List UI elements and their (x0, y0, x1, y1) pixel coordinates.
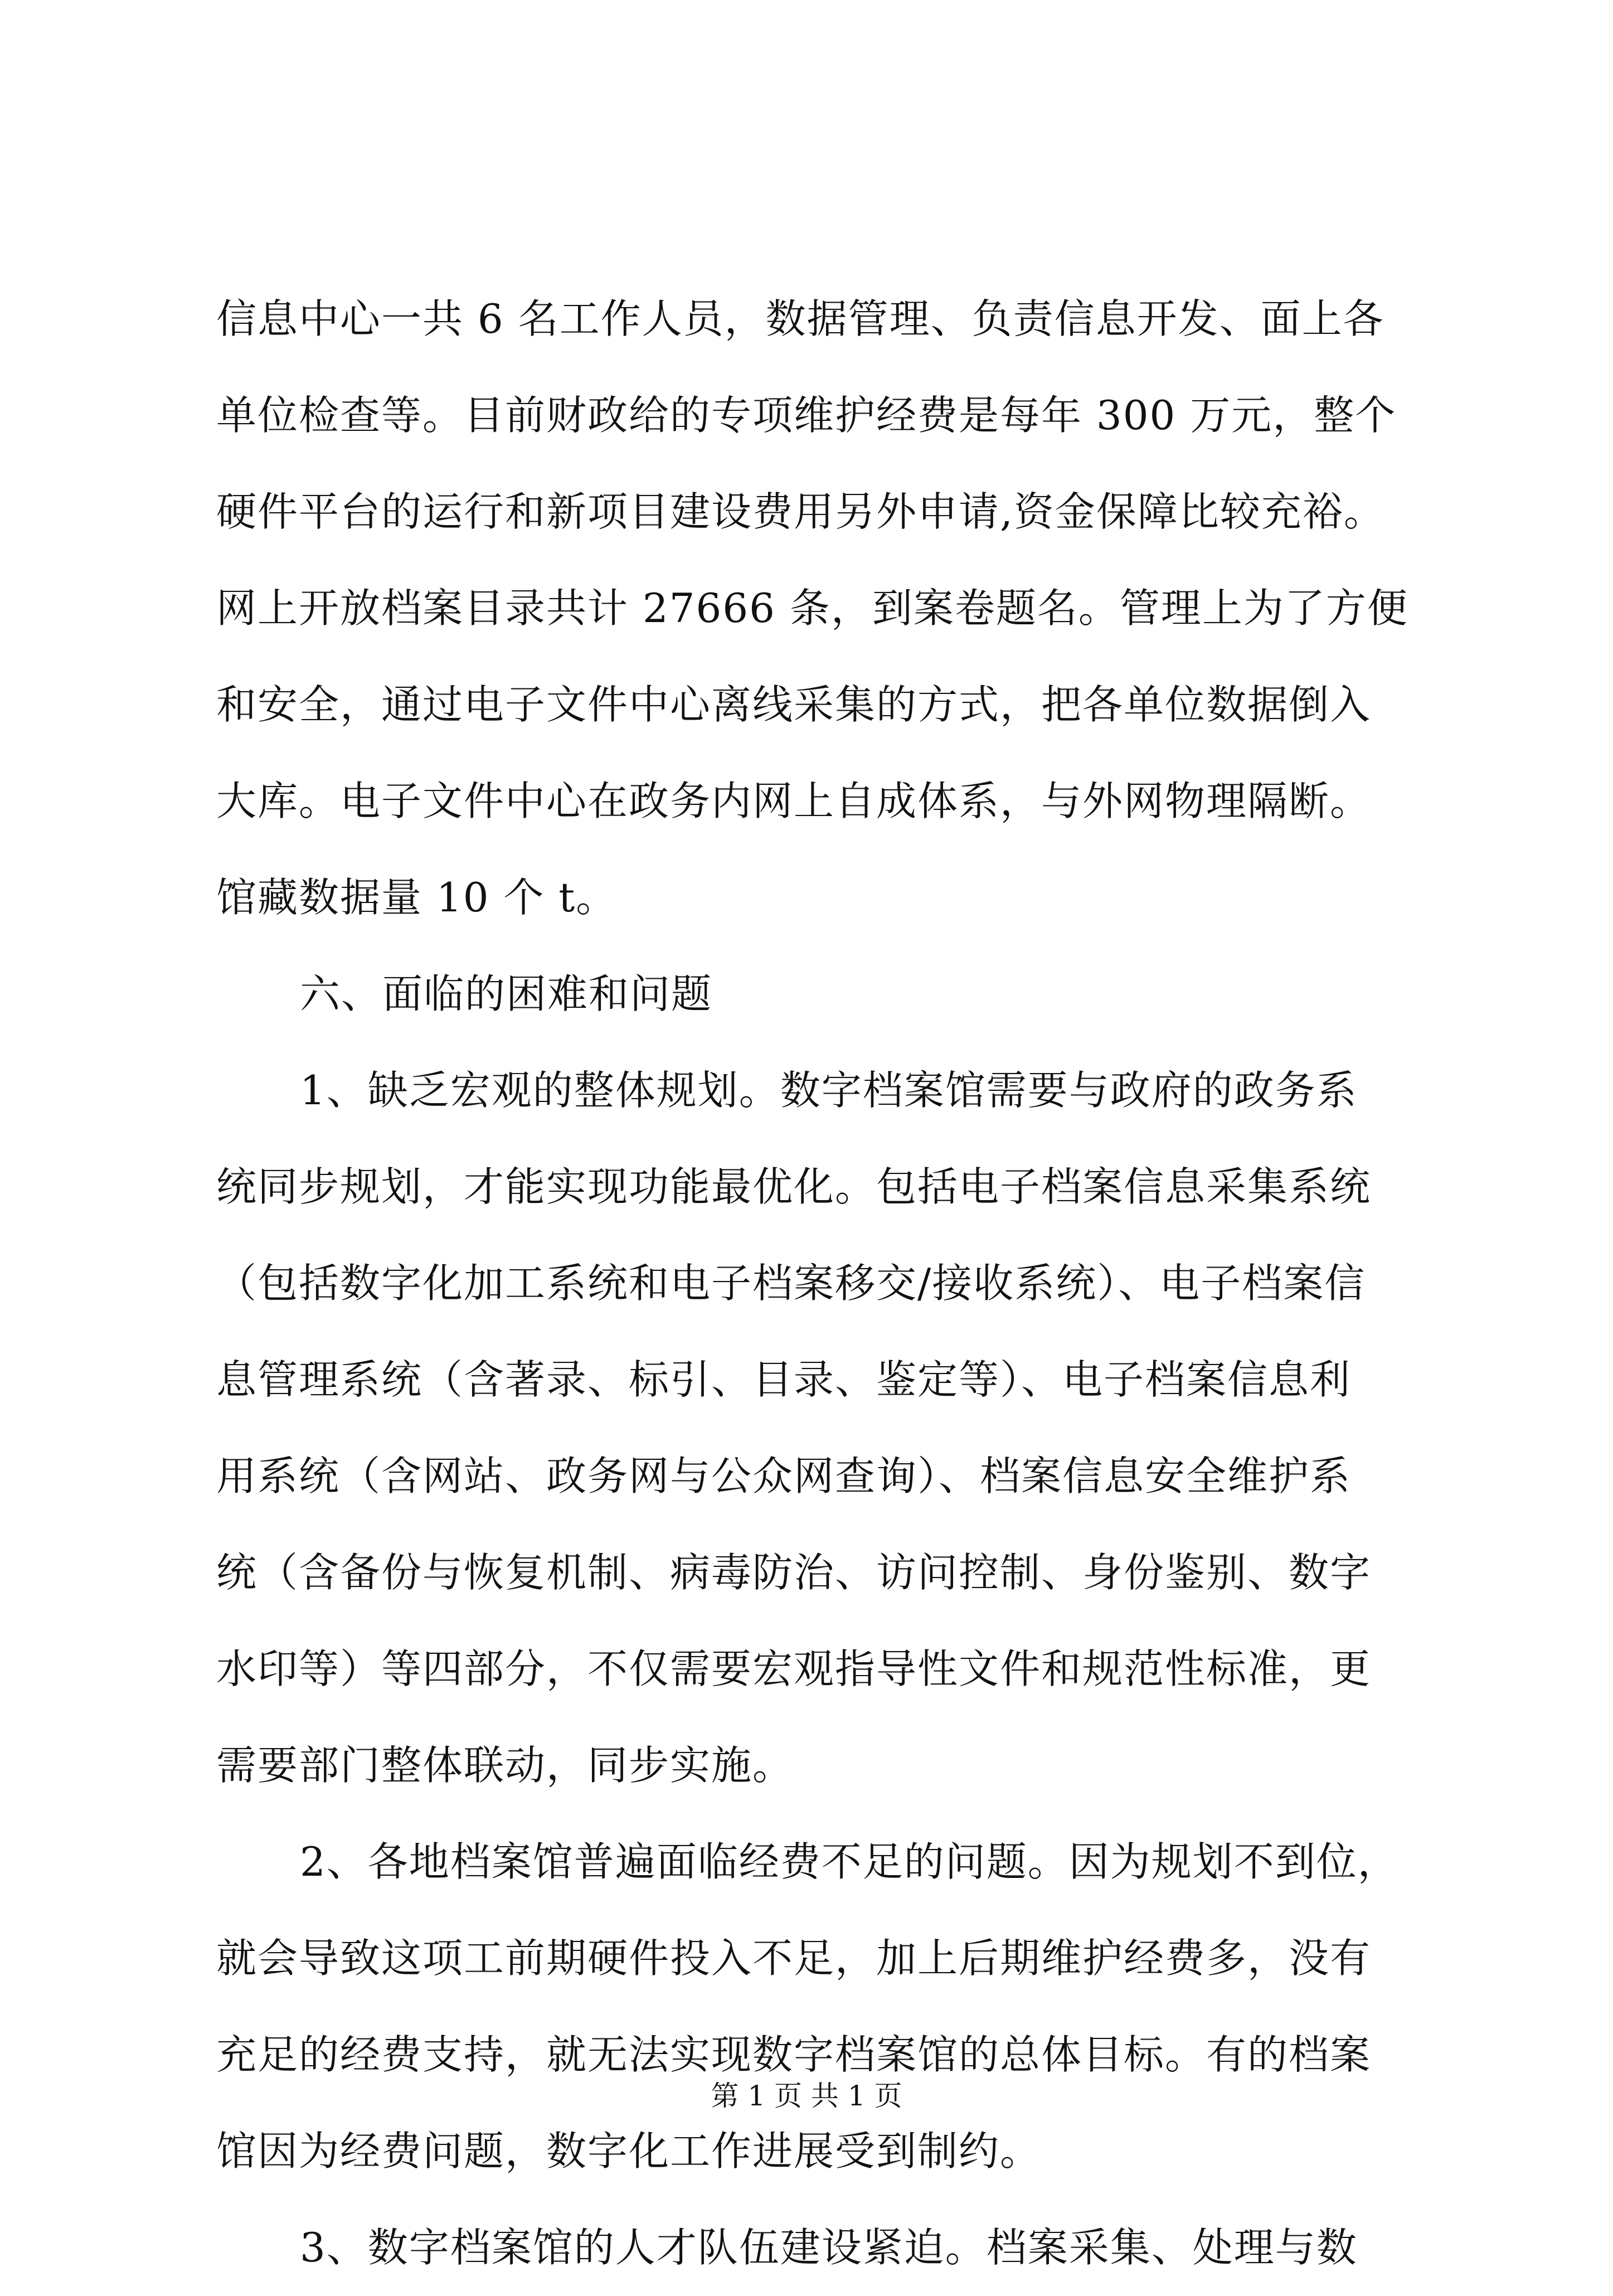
text-line: 大库。电子文件中心在政务内网上自成体系，与外网物理隔断。 (216, 778, 1372, 824)
text-line: （包括数字化加工系统和电子档案移交/接收系统）、电子档案信 (216, 1260, 1366, 1307)
text-line: 统（含备份与恢复机制、病毒防治、访问控制、身份鉴别、数字 (216, 1549, 1372, 1596)
text-line: 统同步规划，才能实现功能最优化。包括电子档案信息采集系统 (216, 1163, 1372, 1210)
text-line: 需要部门整体联动，同步实施。 (216, 1742, 794, 1789)
page-number-footer: 第 1 页 共 1 页 (711, 2080, 902, 2112)
text-line: 2、各地档案馆普遍面临经费不足的问题。因为规划不到位， (300, 1838, 1399, 1885)
text-line: 信息中心一共 6 名工作人员，数据管理、负责信息开发、面上各 (216, 295, 1384, 342)
text-line: 充足的经费支持，就无法实现数字档案馆的总体目标。有的档案 (216, 2031, 1372, 2078)
document-body (216, 271, 1459, 2296)
text-line: 单位检查等。目前财政给的专项维护经费是每年 300 万元，整个 (216, 392, 1397, 439)
text-line: 和安全，通过电子文件中心离线采集的方式，把各单位数据倒入 (216, 681, 1372, 728)
text-line: 网上开放档案目录共计 27666 条，到案卷题名。管理上为了方便 (216, 585, 1408, 632)
section-heading: 六、面临的困难和问题 (300, 970, 713, 1017)
text-line: 用系统（含网站、政务网与公众网查询）、档案信息安全维护系 (216, 1453, 1352, 1499)
text-line: 水印等）等四部分，不仅需要宏观指导性文件和规范性标准，更 (216, 1645, 1372, 1692)
text-line: 1、缺乏宏观的整体规划。数字档案馆需要与政府的政务系 (300, 1067, 1358, 1114)
text-line: 馆藏数据量 10 个 t。 (216, 874, 618, 921)
text-line: 3、数字档案馆的人才队伍建设紧迫。档案采集、处理与数 (300, 2224, 1358, 2271)
text-line: 就会导致这项工前期硬件投入不足，加上后期维护经费多，没有 (216, 1935, 1372, 1982)
text-line: 馆因为经费问题，数字化工作进展受到制约。 (216, 2128, 1042, 2174)
text-line: 息管理系统（含著录、标引、目录、鉴定等）、电子档案信息利 (216, 1356, 1352, 1403)
text-line: 硬件平台的运行和新项目建设费用另外申请,资金保障比较充裕。 (216, 488, 1385, 535)
